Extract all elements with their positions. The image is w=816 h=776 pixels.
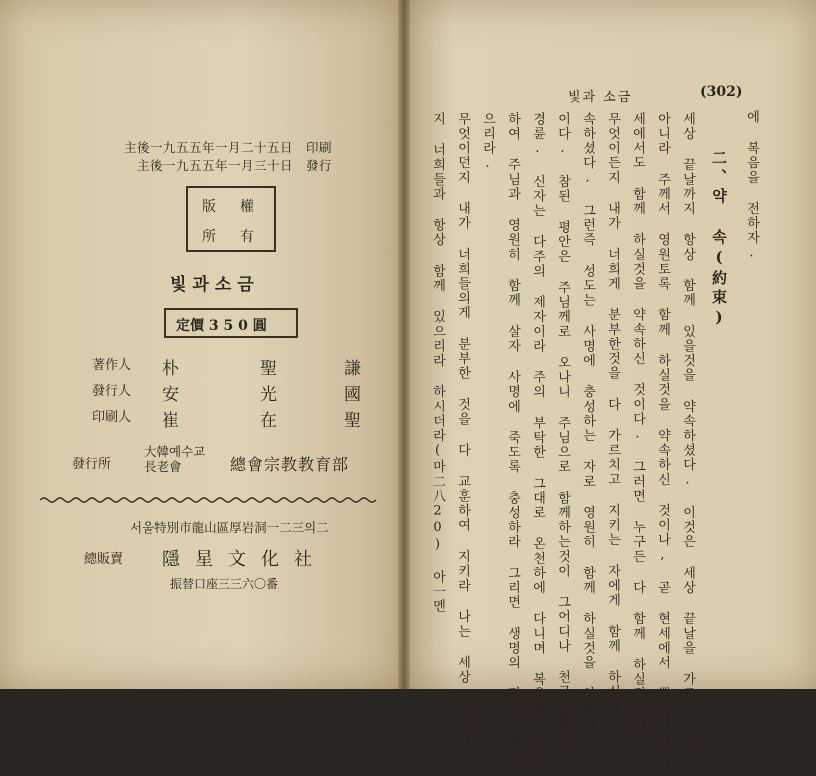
copyright-box [186, 186, 276, 252]
publisher-address: 서울特別市龍山區厚岩洞一二三의二 [130, 520, 329, 535]
publisher-denomination-line: 大韓예수교 [144, 444, 206, 459]
text-column: 지 너희들과 항상 함께 있으리라 하시더라(마二八20) 아一멘 [430, 112, 445, 614]
credit-name-char: 國 [344, 385, 361, 405]
sales-label: 總販賣 [84, 552, 124, 567]
credit-row-printer [92, 406, 374, 431]
credit-role: 著作人 [92, 358, 132, 373]
sales-name: 隱星文化社 [162, 549, 327, 570]
credit-name-char: 謙 [344, 359, 361, 379]
print-date-line: 主後一九五五年一月二十五日 印刷 [123, 140, 332, 155]
credit-row-publisher [92, 380, 374, 405]
credit-name-char: 在 [260, 411, 277, 431]
credit-name-char: 光 [260, 385, 277, 405]
price-box: 定價 3 5 0 圓 [164, 308, 298, 338]
credit-row-author [92, 354, 374, 379]
publisher-org: 總會宗教教育部 [230, 455, 350, 474]
text-column: 에 복음을 전하자. [744, 110, 759, 262]
text-column: 으리라. [480, 112, 495, 173]
text-column: 무엇이든지 내가 너희게 분부한것을 다 가르치고 지키는 자에게 함께 하실것을 약 [605, 112, 620, 760]
text-column: 이다. 참된 평안은 주님께로 오나니 주님으로 함께하는것이 그어디나 천국생활이다. [555, 112, 570, 775]
text-column: 하여 주님과 영원히 함께 살자 사명에 죽도록 충성하라 그리면 생명의 면류관을 얻 [505, 112, 520, 776]
text-column: 아니라 주께서 영원토록 함께 하실것을 약속하신 것이나, 곧 현세에서 뿐아니라 내 [655, 112, 670, 776]
text-column: 속하셨다. 그런즉 성도는 사명에 충성하는 자로 영원히 함께 하실것을 약속하신 것 [580, 112, 595, 776]
running-head: 빛과 소금 [568, 90, 633, 105]
text-column: 세에서도 함께 하실것을 약속하신 것이다. 그러면 누구든 다 함께 하실것인가? [630, 112, 645, 748]
publisher-row [72, 444, 392, 480]
credit-name-char: 崔 [162, 411, 179, 431]
transfer-account: 振替口座三三六〇番 [170, 577, 279, 591]
publisher-denomination [144, 444, 205, 474]
credit-role: 印刷人 [92, 410, 132, 425]
credit-name-char: 聖 [344, 411, 361, 431]
text-column: 세상 끝날까지 항상 함께 있을것을 약속하셨다. 이것은 세상 끝날을 가르친 것이 [680, 112, 695, 762]
page-number: (302) [700, 84, 743, 100]
publish-date-line: 主後一九五五年一月三十日 發行 [136, 158, 332, 173]
book-title: 빛과소금 [170, 275, 260, 295]
copyright-char: 版 [202, 199, 216, 215]
credit-role: 發行人 [92, 384, 132, 399]
copyright-char: 所 [202, 229, 216, 245]
publisher-denomination-line: 長老會 [144, 459, 182, 474]
credit-name-char: 安 [162, 385, 179, 405]
sales-row [84, 545, 384, 569]
credit-name-char: 聖 [260, 359, 277, 379]
colophon [0, 0, 404, 689]
section-heading: 二、약 속(約束) [710, 150, 728, 330]
copyright-char: 有 [240, 229, 254, 245]
publisher-label: 發行所 [72, 457, 112, 472]
text-column: 경륜. 신자는 다주의 제자이라 주의 부탁한 그대로 온천하에 다니며 복음을 전파 [530, 112, 545, 762]
copyright-char: 權 [240, 199, 254, 215]
credit-name-char: 朴 [162, 359, 179, 379]
wavy-divider [40, 495, 380, 505]
text-column: 무엇이던지 내가 너희들의게 분부한 것을 다 교훈하여 지키라 나는 세상 끝날까 [455, 112, 470, 746]
